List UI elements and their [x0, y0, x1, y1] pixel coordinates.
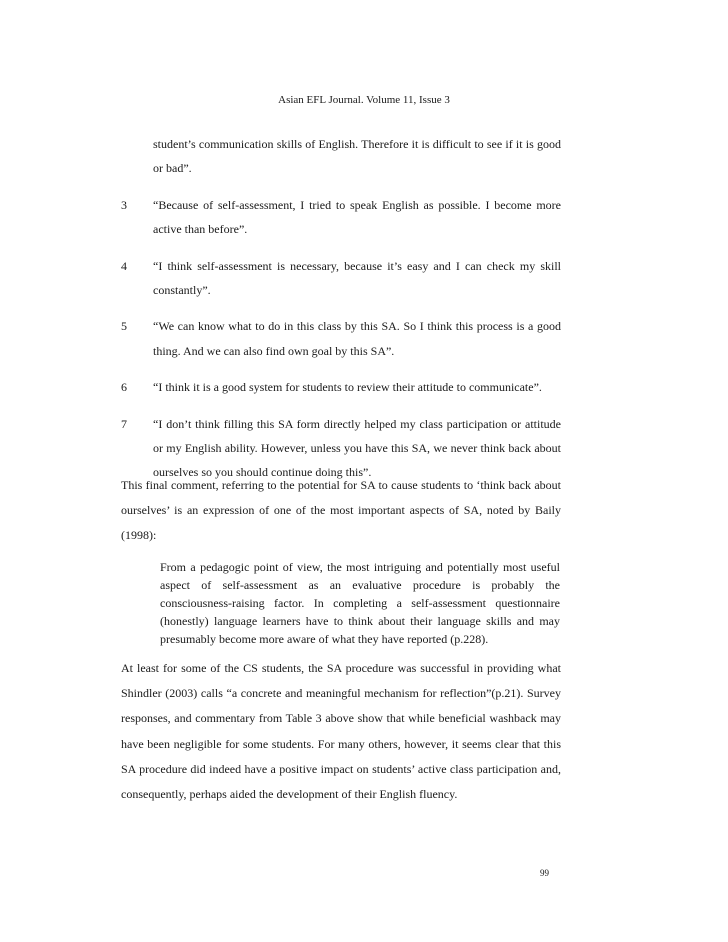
- running-header: Asian EFL Journal. Volume 11, Issue 3: [278, 94, 450, 106]
- comment-list: [121, 132, 561, 485]
- item-text: “We can know what to do in this class by this SA. So I think this process is a good thing. And we can also find own goal by this SA”.: [153, 319, 561, 358]
- block-quote: From a pedagogic point of view, the most intriguing and potentially most useful aspect of self-assessment as an evaluative procedure is probably the consciousness-raising factor. In completing a self-assessment questionnaire (honestly) language learners have to think about their language skills and may presumably become more aware of what they have reported (p.228).: [160, 560, 560, 646]
- item-number: 5: [121, 319, 127, 334]
- item-number: 3: [121, 197, 127, 212]
- item-number: 4: [121, 258, 127, 273]
- item-number: 7: [121, 416, 127, 431]
- item-number: [121, 132, 153, 181]
- list-item: [121, 132, 561, 181]
- item-text: “Because of self-assessment, I tried to speak English as possible. I become more active than before”.: [153, 197, 561, 237]
- list-item: [121, 254, 561, 303]
- body-paragraph-2: At least for some of the CS students, the SA procedure was successful in providing what Shindler (2003) calls “a concrete and meaningful mechanism for reflection”(p.21). Survey responses, and commentary from Table 3 above show that while beneficial washback may have been negligible for some students. For many others, however, it seems clear that this SA procedure did indeed have a positive impact on students’ active class participation and, consequently, perhaps aided the development of their English fluency.: [121, 661, 561, 802]
- item-text: “I think self-assessment is necessary, because it’s easy and I can check my skill constantly”.: [153, 258, 561, 298]
- item-text: “I think it is a good system for students to review their attitude to communicate”.: [153, 380, 542, 395]
- item-number: 6: [121, 380, 127, 395]
- item-text: student’s communication skills of English. Therefore it is difficult to see if it is good or bad”.: [153, 137, 561, 176]
- list-item: [121, 314, 561, 363]
- page-number: 99: [540, 868, 549, 878]
- list-item: [121, 375, 561, 399]
- item-text: “I don’t think filling this SA form directly helped my class participation or attitude or my English ability. However, unless you have this SA, we never think back about ourselves so you should continue doing this”.: [153, 416, 561, 480]
- list-item: [121, 193, 561, 242]
- body-paragraph-1: This final comment, referring to the potential for SA to cause students to ‘think back about ourselves’ is an expression of one of the most important aspects of SA, noted by Baily (1998):: [121, 478, 561, 543]
